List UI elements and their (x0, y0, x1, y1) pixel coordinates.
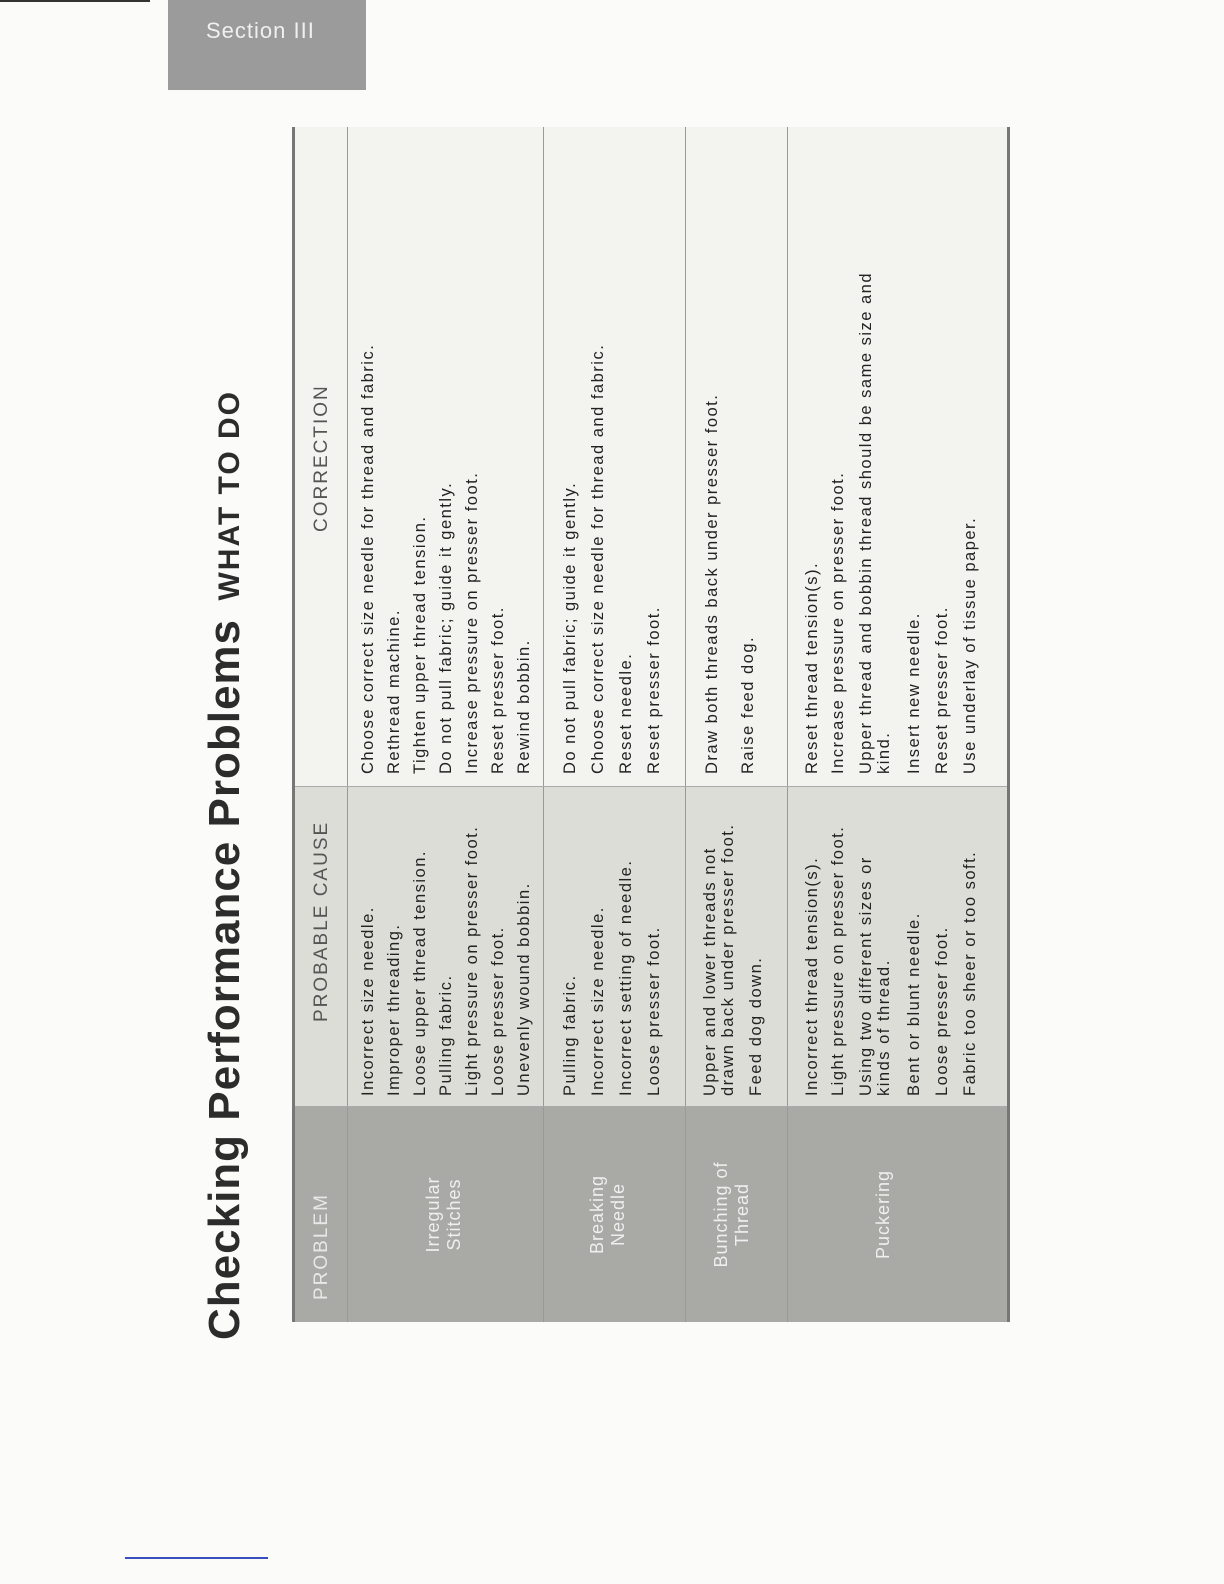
problem-line: Stitches (444, 1178, 464, 1251)
header-divider (347, 127, 348, 1322)
cause-item: Light pressure on presser foot. (829, 825, 847, 1096)
correction-item: kind. (875, 731, 893, 774)
correction-item: Use underlay of tissue paper. (961, 516, 979, 774)
header-cause: PROBABLE CAUSE (311, 820, 332, 1022)
cause-item: Loose presser foot. (933, 926, 951, 1096)
top-rule (0, 0, 150, 2)
correction-item: Do not pull fabric; guide it gently. (561, 481, 579, 774)
cause-item: Improper threading. (385, 923, 403, 1096)
correction-item: Reset presser foot. (645, 606, 663, 774)
correction-item: Upper thread and bobbin thread should be same size and (857, 271, 875, 774)
cause-item: drawn back under presser foot. (719, 823, 737, 1096)
problem-line: Bunching of (711, 1161, 731, 1268)
cause-item: Loose upper thread tension. (411, 850, 429, 1096)
problem-label (711, 1107, 753, 1322)
problem-line: Thread (732, 1182, 752, 1247)
cause-item: Upper and lower threads not (701, 847, 719, 1096)
cause-item: Pulling fabric. (561, 974, 579, 1096)
correction-item: Reset presser foot. (933, 606, 951, 774)
cause-item: Pulling fabric. (437, 974, 455, 1096)
problem-label (587, 1107, 629, 1322)
correction-item: Choose correct size needle for thread and fabric. (589, 343, 607, 774)
cause-item: Incorrect setting of needle. (617, 859, 635, 1096)
row-divider (543, 127, 544, 1322)
correction-item: Increase pressure on presser foot. (463, 471, 481, 774)
cause-item: Using two different sizes or (857, 856, 875, 1096)
cause-item: Light pressure on presser foot. (463, 825, 481, 1096)
problem-label (873, 1107, 894, 1322)
correction-item: Reset thread tension(s). (803, 561, 821, 774)
title-main: Checking Performance Problems (200, 618, 249, 1340)
cause-item: Loose presser foot. (645, 926, 663, 1096)
cause-item: Bent or blunt needle. (905, 912, 923, 1096)
correction-item: Choose correct size needle for thread and fabric. (359, 343, 377, 774)
correction-item: Tighten upper thread tension. (411, 515, 429, 774)
header-problem: PROBLEM (311, 1193, 332, 1300)
cause-item: Incorrect size needle. (359, 906, 377, 1096)
row-divider (787, 127, 788, 1322)
correction-item: Increase pressure on presser foot. (829, 471, 847, 774)
problem-line: Needle (608, 1182, 628, 1247)
correction-item: Rethread machine. (385, 609, 403, 774)
row-irregular-stitches (353, 127, 543, 1322)
header-correction: CORRECTION (311, 384, 332, 532)
row-puckering (793, 127, 1007, 1322)
problem-line: Puckering (873, 1169, 893, 1260)
correction-item: Reset needle. (617, 652, 635, 774)
bottom-rule (125, 1557, 268, 1559)
troubleshooting-table (292, 127, 1010, 1322)
row-breaking-needle (549, 127, 685, 1322)
page-title (200, 140, 260, 1340)
cause-item: Unevenly wound bobbin. (515, 882, 533, 1096)
section-tab-label: Section III (206, 18, 315, 43)
rotated-page-content (200, 140, 1020, 1340)
correction-item: Raise feed dog. (739, 635, 757, 774)
problem-line: Breaking (587, 1174, 607, 1255)
correction-item: Draw both threads back under presser foot. (703, 393, 721, 774)
cause-item: Incorrect size needle. (589, 906, 607, 1096)
correction-item: Reset presser foot. (489, 606, 507, 774)
cause-item: Incorrect thread tension(s). (803, 856, 821, 1096)
row-bunching-of-thread (691, 127, 787, 1322)
cause-item: kinds of thread. (875, 959, 893, 1096)
problem-line: Irregular (423, 1176, 443, 1253)
section-tab (168, 0, 366, 90)
cause-item: Loose presser foot. (489, 926, 507, 1096)
correction-item: Insert new needle. (905, 612, 923, 774)
row-divider (685, 127, 686, 1322)
problem-label (423, 1107, 465, 1322)
cause-item: Feed dog down. (747, 956, 765, 1096)
cause-item: Fabric too sheer or too soft. (961, 850, 979, 1096)
correction-item: Do not pull fabric; guide it gently. (437, 481, 455, 774)
title-sub: WHAT TO DO (213, 389, 246, 601)
correction-item: Rewind bobbin. (515, 639, 533, 774)
